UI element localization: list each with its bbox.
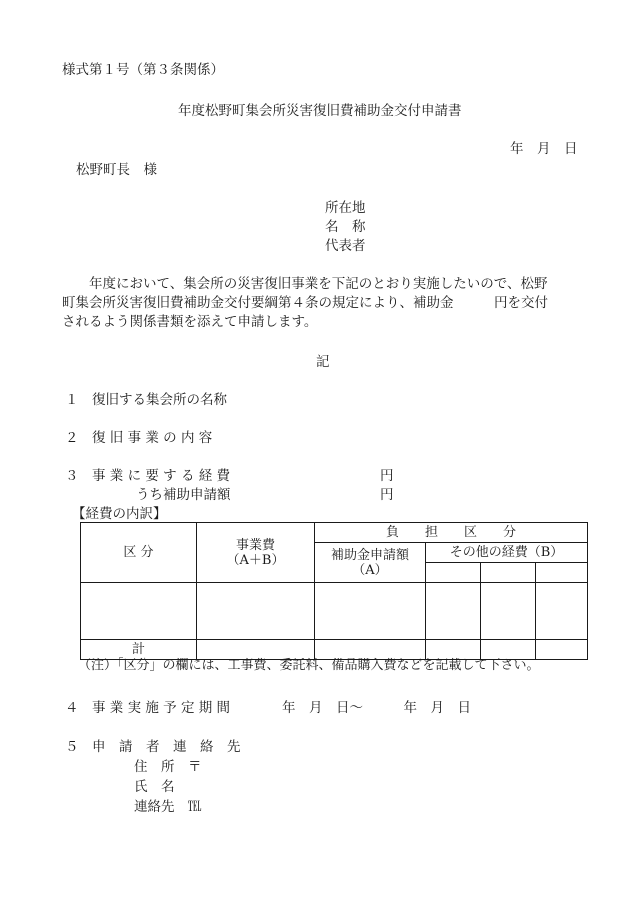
table-cell [481, 583, 536, 640]
addressee: 松野町長 様 [76, 162, 157, 178]
body-line-2: 町集会所災害復旧費補助金交付要綱第４条の規定により、補助金 円を交付 [62, 295, 548, 311]
contact-address: 住 所 〒 [134, 759, 202, 775]
item-4-period: 年 月 日〜 年 月 日 [282, 700, 471, 716]
subsidy-amount-header [315, 543, 426, 583]
table-cell [426, 640, 481, 660]
table-row [81, 583, 588, 640]
other-costs-subheader-1 [426, 563, 481, 583]
breakdown-heading: 【経費の内訳】 [72, 506, 167, 522]
table-cell [81, 583, 197, 640]
item-3: ３ 事 業 に 要 す る 経 費 [65, 468, 231, 484]
ki-heading: 記 [316, 354, 330, 370]
body-line-1: 年度において、集会所の災害復旧事業を下記のとおり実施したいので、松野 [89, 276, 548, 292]
contact-phone: 連絡先 ℡ [134, 799, 202, 815]
item-3-yen: 円 [380, 468, 394, 484]
subsidy-amount-marker: （A） [352, 562, 388, 578]
table-cell [536, 583, 588, 640]
item-4: ４ 事 業 実 施 予 定 期 間 [65, 700, 231, 716]
item-3-subsidy: うち補助申請額 [136, 487, 231, 503]
table-cell [315, 640, 426, 660]
table-cell [315, 583, 426, 640]
item-5: ５ 申 請 者 連 絡 先 [65, 739, 241, 755]
project-cost-formula: （A＋B） [226, 552, 285, 568]
project-cost-label: 事業費 [235, 537, 275, 553]
subsidy-amount-label: 補助金申請額 [330, 547, 409, 563]
cost-breakdown-table [80, 522, 588, 660]
representative-label: 代表者 [325, 238, 366, 254]
item-1: １ 復旧する集会所の名称 [65, 392, 227, 408]
body-line-3: されるよう関係書類を添えて申請します。 [62, 314, 318, 330]
total-label: 計 [81, 640, 197, 660]
document-title: 年度松野町集会所災害復旧費補助金交付申請書 [178, 103, 462, 119]
table-cell [481, 640, 536, 660]
other-costs-subheader-3 [536, 563, 588, 583]
item-2: ２ 復 旧 事 業 の 内 容 [65, 430, 213, 446]
total-row [81, 640, 588, 660]
date-line: 年 月 日 [510, 141, 578, 157]
other-costs-subheader-2 [481, 563, 536, 583]
item-3-subsidy-yen: 円 [380, 487, 394, 503]
name-label: 名 称 [325, 219, 366, 235]
location-label: 所在地 [325, 200, 366, 216]
category-header: 区 分 [81, 523, 197, 583]
form-number: 様式第１号（第３条関係） [62, 62, 224, 78]
project-cost-header [197, 523, 315, 583]
table-cell [536, 640, 588, 660]
other-costs-header: その他の経費（B） [426, 543, 588, 563]
burden-category-header: 負 担 区 分 [315, 523, 588, 543]
table-cell [197, 640, 315, 660]
table-cell [197, 583, 315, 640]
table-note: （注）「区分」の欄には、工事費、委託料、備品購入費などを記載して下さい。 [78, 658, 540, 673]
table-cell [426, 583, 481, 640]
contact-name: 氏 名 [134, 779, 175, 795]
